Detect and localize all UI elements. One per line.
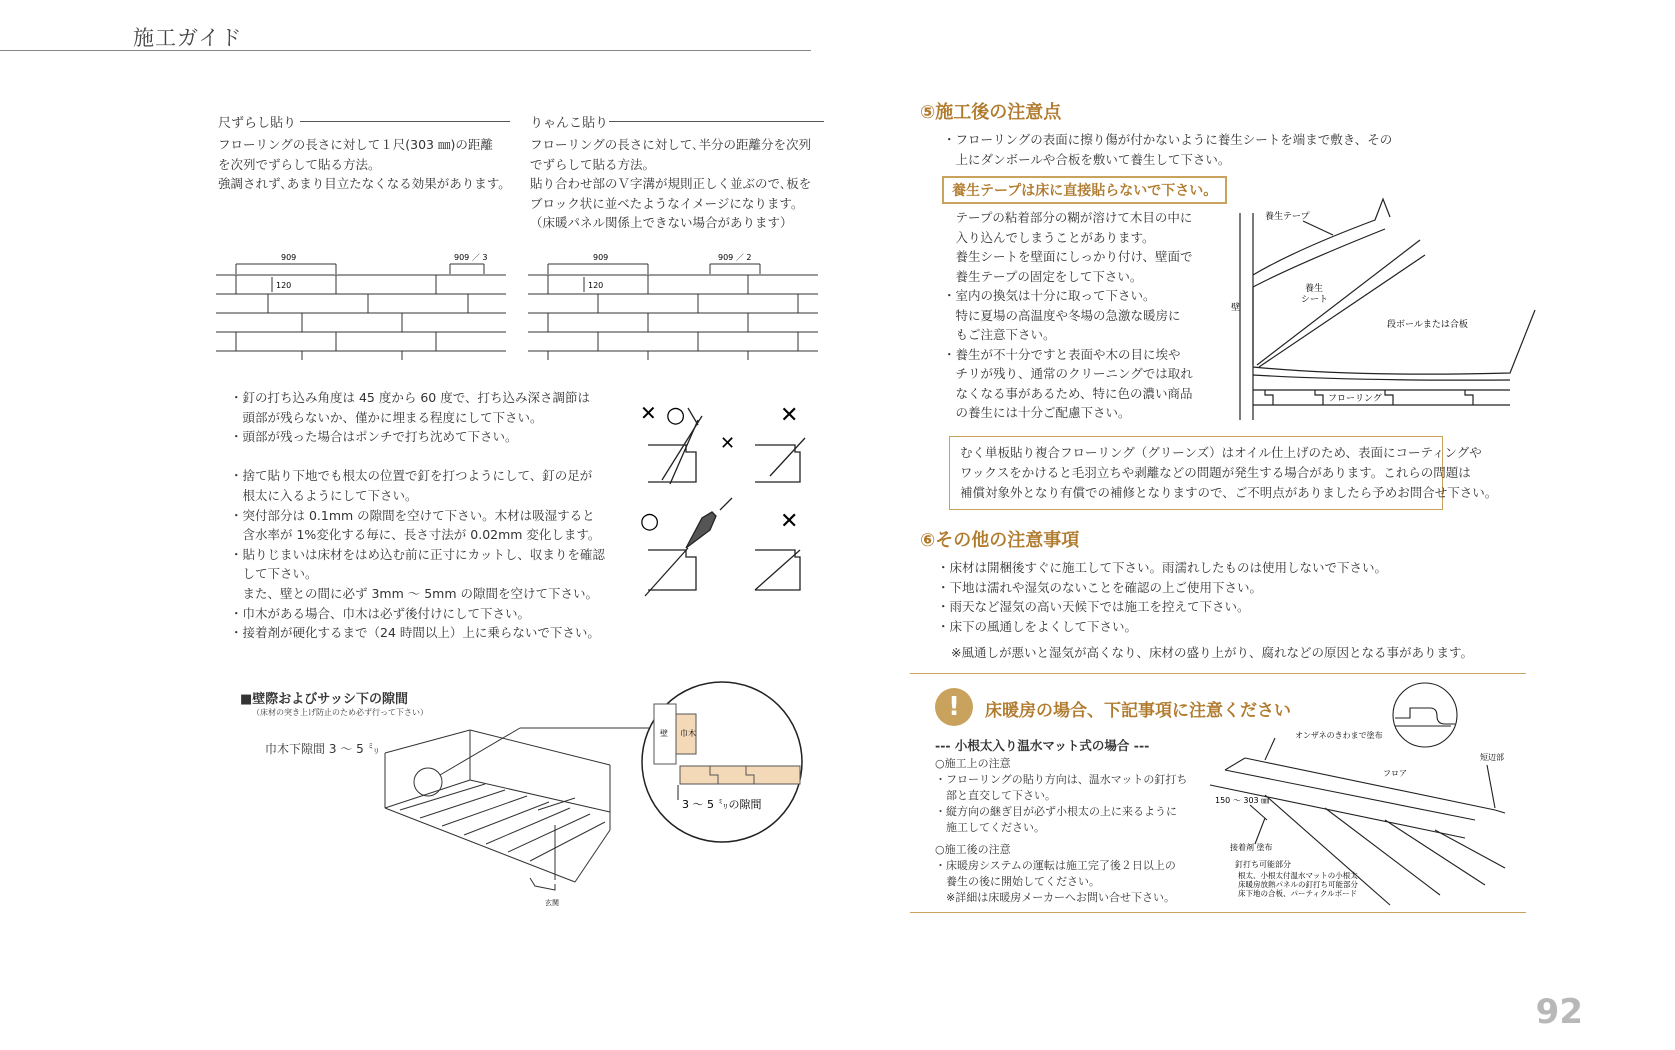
nail-bullet: ・捨て貼り下地でも根太の位置で釘を打つようにして、釘の足が [230,468,593,484]
shaku-title: 尺ずらし貼り [218,116,297,131]
nail-instructions [230,388,605,643]
nail-angle-illustrations [640,400,830,600]
ringo-dim-offset: 909 ／ 2 [718,253,752,262]
section5-intro [943,130,1392,169]
floorheat-subtitle: --- 小根太入り温水マット式の場合 --- [935,738,1150,753]
note-line: ワックスをかけると毛羽立ちや剥離などの問題が発生する場合があります。これらの問題は [960,465,1471,480]
ringo-dim-total: 909 [593,253,609,262]
section6-line: ・雨天など湿気の高い天候下では施工を控えて下さい。 [937,599,1250,614]
after-line: ・床暖房システムの運転は施工完了後２日以上の [935,859,1176,872]
nail-bullet: して下さい。 [230,566,318,582]
ng-mark: ✕ [780,403,799,428]
after-title: ○施工後の注意 [935,843,1011,856]
page-header-title: 施工ガイド [133,26,243,50]
floorheat-diagram [1205,690,1525,905]
gap-section-title: ■壁際およびサッシ下の隙間 [240,692,409,707]
nail-bullet: ・巾木がある場合、巾木は必ず後付けにして下さい。 [230,605,531,621]
during-line: 施工してください。 [935,821,1045,834]
ringo-line: （床暖パネル関係上できない場合があります） [530,215,793,230]
ringo-line: フローリングの長さに対して､半分の距離分を次列 [530,137,812,152]
ng-mark: ✕ [640,401,657,425]
shaku-layout-diagram [216,250,516,360]
ringo-rule [609,121,824,122]
during-title: ○施工上の注意 [935,757,1011,770]
gap-detail-label: 3 〜 5 ㍉の隙間 [682,798,762,811]
ringo-line: ブロック状に並べたようなイメージになります。 [530,195,804,211]
nail-bullet: 含水率が 1%変化する毎に、長さ寸法が 0.02mm 変化します。 [230,527,601,543]
ok-mark: ○ [640,509,660,534]
onzane-label: オンザネのきわまで塗布 [1295,731,1383,740]
section5-intro-line: 上にダンボールや合板を敷いて養生して下さい。 [943,151,1231,167]
ng-mark: ✕ [780,509,799,534]
shaku-description [218,135,511,194]
nail-bullet: ・接着剤が硬化するまで（24 時間以上）上に乗らないで下さい。 [230,625,600,641]
shaku-dim-height: 120 [276,281,292,290]
floorheat-title: 床暖房の場合、下記事項に注意ください [985,701,1291,721]
ringo-title: りゃんこ貼り [530,116,609,131]
nailable-line: 床暖房放熱パネルの釘打ち可能部分 [1238,880,1358,889]
section5-line: もご注意下さい。 [943,327,1056,342]
section5-line: チリが残り、通常のクリーニングでは取れ [943,366,1193,381]
ringo-line: でずらして貼る方法。 [530,156,656,172]
greens-note-box [949,436,1498,510]
ok-mark: ○ [666,403,686,428]
shaku-line: を次列でずらして貼る方法。 [218,156,381,172]
floorheat-notes [935,756,1187,906]
gap-section-subtitle: （床材の突き上げ防止のため必ず行って下さい） [252,708,428,717]
floorheat-bottom-rule [910,912,1526,913]
nailable-line: 根太、小根太付温水マットの小根太 [1238,871,1358,880]
header-rule [0,50,811,51]
entrance-label: 玄関 [545,899,559,907]
tanpen-label: 短辺部 [1480,753,1504,762]
section5-line: 特に夏場の高温度や冬場の急激な暖房に [943,307,1181,323]
section5-line: テープの粘着部分の糊が溶けて木目の中に [943,210,1193,225]
section5-line: 養生シートを壁面にしっかり付け、壁面で [943,249,1193,264]
gap-detail-callout [640,680,810,850]
adhesive-label: 接着剤 塗布 [1230,843,1273,852]
section6-title: ⑥その他の注意事項 [920,530,1080,551]
note-line: 補償対象外となり有償での補修となりますので、ご不明点がありましたら予めお問合せ下さい。 [960,485,1498,500]
during-line: ・フローリングの貼り方向は、温水マットの釘打ち [935,773,1188,786]
sheet-label: シート [1301,295,1329,305]
section6-footnote: ※風通しが悪いと湿気が高くなり、床材の盛り上がり、腐れなどの原因となる事があります。 [951,645,1473,660]
shaku-dim-offset: 909 ／ 3 [454,253,488,262]
sheet-label: 養生 [1305,284,1324,294]
note-line: むく単板貼り複合フローリング（グリーンズ）はオイル仕上げのため、表面にコーティングや [960,445,1482,460]
during-line: 部と直交して下さい。 [935,789,1056,802]
ringo-layout-diagram [528,250,828,360]
nail-bullet [230,447,605,467]
nail-bullet: ・頭部が残った場合はポンチで打ち沈めて下さい。 [230,429,518,445]
section6-line: ・床下の風通しをよくして下さい。 [937,618,1138,634]
section5-line: 入り込んでしまうことがあります。 [943,229,1155,245]
section5-line: ・養生が不十分ですと表面や木の目に埃や [943,346,1181,362]
after-line: ※詳細は床暖房メーカーへお問い合せ下さい。 [935,891,1175,904]
wall-label: 壁 [1231,303,1241,313]
section5-line: 養生テープの固定をして下さい。 [943,268,1143,284]
nailable-label: 釘打ち可能部分 [1235,860,1291,869]
section6-line: ・下地は濡れや湿気のないことを確認の上ご使用下さい。 [937,579,1263,595]
shaku-dim-total: 909 [281,253,297,262]
nail-bullet: 頭部が残らないか、僅かに埋まる程度にして下さい。 [230,409,543,425]
shaku-line: 強調されず､あまり目立たなくなる効果があります。 [218,176,511,191]
page-number: 92 [1535,992,1583,1032]
section5-line: の養生には十分ご配慮下さい。 [943,405,1131,420]
tape-label: 養生テープ [1265,212,1310,222]
section6-line: ・床材は開梱後すぐに施工して下さい。雨濡れしたものは使用しないで下さい。 [937,560,1388,575]
shaku-rule [300,121,510,122]
wall-label: 壁 [660,729,668,738]
nail-bullet: 根太に入るようにして下さい。 [230,487,418,503]
warning-icon: ! [935,688,973,726]
section5-line: ・室内の換気は十分に取って下さい。 [943,288,1156,303]
nail-bullet: ・突付部分は 0.1mm の隙間を空けて下さい。木材は吸湿すると [230,507,595,523]
section6-list [937,558,1387,636]
habaki-label: 巾木 [680,729,696,738]
tape-warning-box: 養生テープは床に直接貼らないで下さい。 [942,176,1227,204]
nail-bullet: また、壁との間に必ず 3mm 〜 5mm の隙間を空けて下さい。 [230,585,599,601]
shaku-line: フローリングの長さに対して１尺(303 ㎜)の距離 [218,137,493,152]
section5-title: ⑤施工後の注意点 [920,102,1062,123]
curing-sheet-diagram [1231,195,1535,425]
floorheat-top-rule [910,673,1526,674]
section5-details [943,208,1193,423]
nailable-line: 床下地の合板、パーティクルボード [1238,889,1358,898]
ringo-line: 貼り合わせ部のＶ字溝が規則正しく並ぶので､板を [530,176,812,191]
floor-label: フロア [1383,769,1407,778]
after-line: 養生の後に開始してください。 [935,875,1100,888]
during-line: ・縦方向の継ぎ目が必ず小根太の上に来るように [935,805,1177,818]
section5-line: なくなる事があるため、特に色の濃い商品 [943,385,1193,401]
floor-label: フローリング [1328,394,1382,404]
dim-label: 150 〜 303 ㎜ [1215,796,1270,805]
nail-bullet: ・釘の打ち込み角度は 45 度から 60 度で、打ち込み深さ調節は [230,390,590,405]
section5-intro-line: ・フローリングの表面に擦り傷が付かないように養生シートを端まで敷き、その [943,132,1393,147]
nail-bullet: ・貼りじまいは床材をはめ込む前に正寸にカットし、収まりを確認 [230,546,605,562]
ng-mark: ✕ [720,433,736,454]
ringo-dim-height: 120 [588,281,604,290]
ringo-description [530,135,811,233]
gap-label: 巾木下隙間 3 〜 5 ㍉ [265,742,380,756]
board-label: 段ボールまたは合板 [1387,320,1468,330]
